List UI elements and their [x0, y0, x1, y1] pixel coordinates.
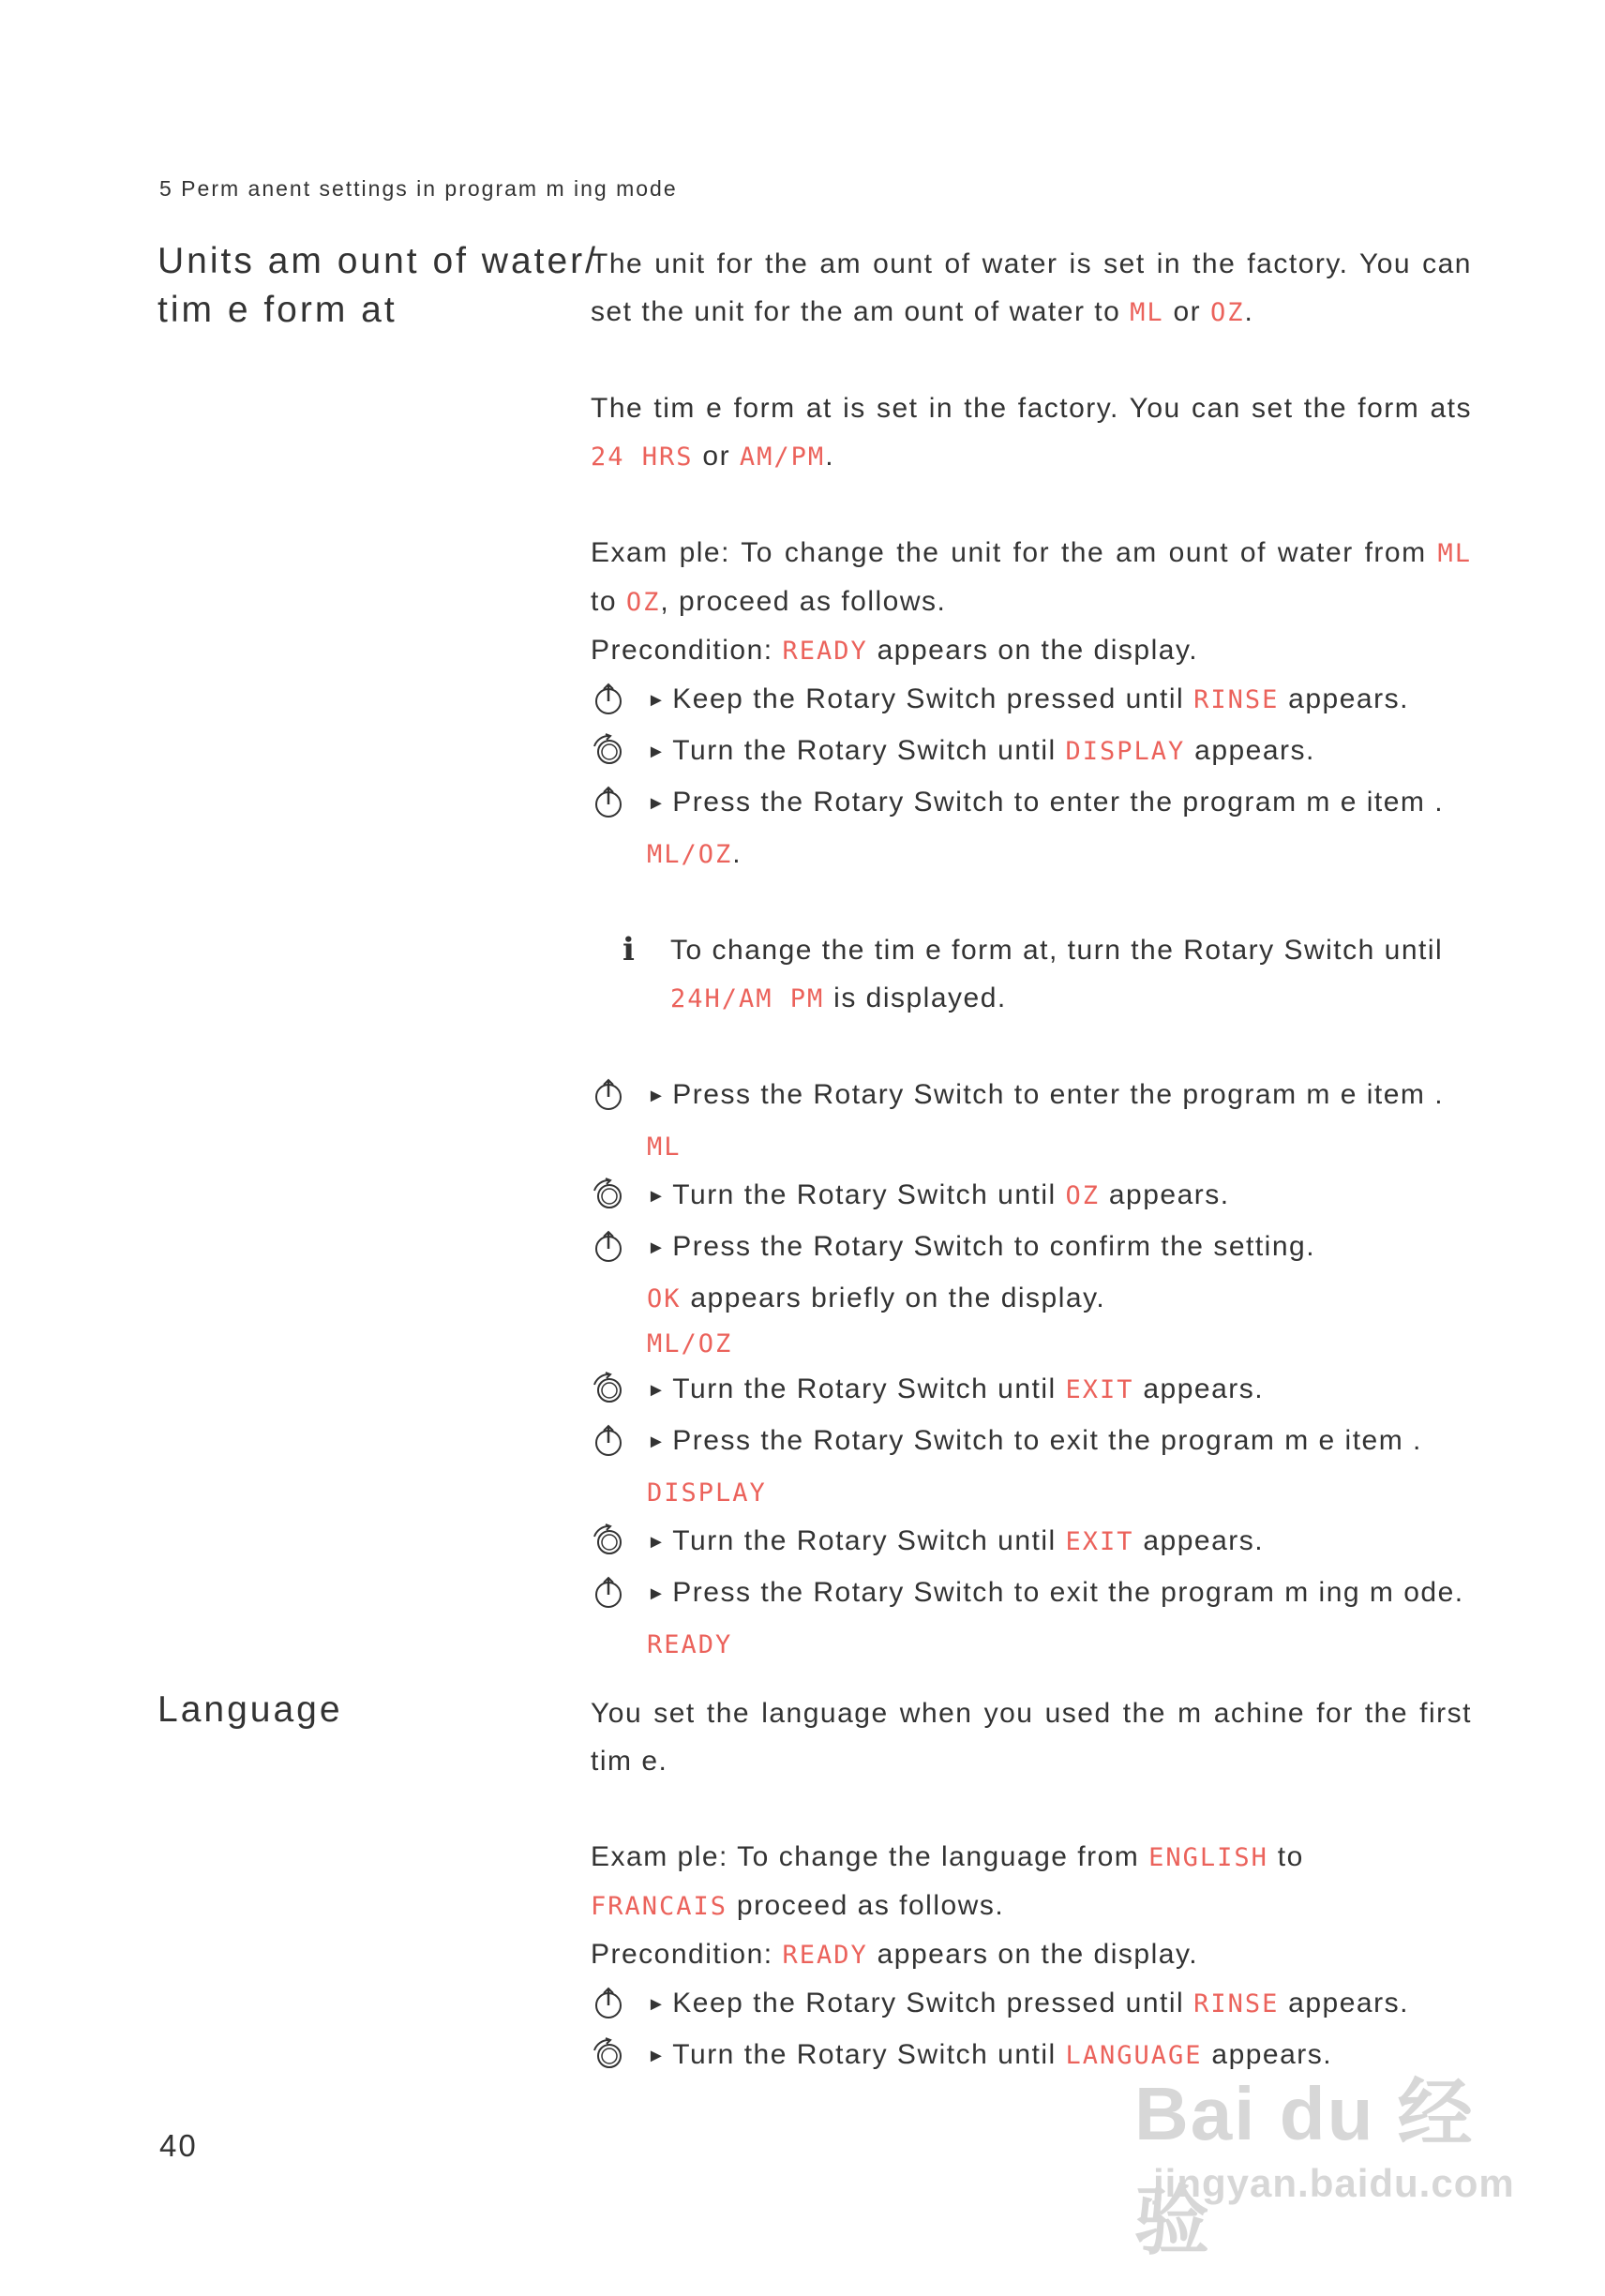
arrow-icon: ►: [647, 742, 668, 762]
press-switch-icon: [591, 1077, 626, 1113]
turn-switch-icon: [591, 2037, 626, 2073]
page-number: 40: [159, 2128, 198, 2163]
text: appears.: [1279, 1988, 1409, 2018]
text: Press the Rotary Switch to exit the program m ing m ode.: [672, 1577, 1464, 1608]
text: , proceed as follows.: [660, 586, 947, 617]
step-4-result: [591, 1122, 1472, 1171]
text: Turn the Rotary Switch until: [672, 1179, 1066, 1210]
display-text: 24 HRS: [591, 443, 694, 472]
step-8: [591, 1417, 1472, 1468]
display-text: OZ: [625, 588, 661, 617]
step-5: [591, 1171, 1472, 1223]
display-text: LANGUAGE: [1065, 2041, 1203, 2070]
display-text: AM/PM: [739, 443, 826, 472]
step-4: [591, 1071, 1472, 1122]
text: Press the Rotary Switch to enter the program m e item .: [672, 787, 1445, 818]
info-note: [591, 926, 1472, 1023]
text: Turn the Rotary Switch until: [672, 735, 1066, 766]
text: Turn the Rotary Switch until: [672, 1525, 1066, 1556]
text: appears.: [1185, 735, 1315, 766]
language-step-1: [591, 1979, 1472, 2031]
step-10-result: [591, 1620, 1472, 1669]
display-text: DISPLAY: [1065, 737, 1186, 766]
step-6: [591, 1223, 1472, 1274]
display-text: ML/OZ: [647, 1329, 733, 1358]
display-text: EXIT: [1065, 1527, 1134, 1556]
display-text: RINSE: [1193, 1989, 1280, 2018]
text: appears.: [1100, 1179, 1230, 1210]
text: or: [693, 441, 740, 472]
text: .: [732, 838, 742, 869]
text: appears.: [1202, 2039, 1333, 2070]
display-text: DISPLAY: [647, 1478, 767, 1508]
step-7: [591, 1365, 1472, 1417]
display-text: FRANCAIS: [591, 1892, 728, 1921]
paragraph-unit-info: [591, 240, 1472, 337]
text: proceed as follows.: [728, 1890, 1005, 1921]
step-6-result-2: [591, 1323, 1472, 1365]
text: Keep the Rotary Switch pressed until: [672, 683, 1194, 714]
display-text: READY: [782, 1941, 868, 1970]
text: appears on the display.: [867, 635, 1199, 666]
display-text: OK: [647, 1284, 682, 1313]
step-6-result: [591, 1274, 1472, 1323]
press-switch-icon: [591, 1575, 626, 1611]
turn-switch-icon: [591, 1178, 626, 1213]
display-text: RINSE: [1193, 685, 1280, 714]
arrow-icon: ►: [647, 1380, 668, 1401]
arrow-icon: ►: [647, 793, 668, 814]
text: Keep the Rotary Switch pressed until: [672, 1988, 1194, 2018]
paragraph-time-format: [591, 384, 1472, 481]
paragraph-precondition: [591, 626, 1472, 675]
display-text: READY: [782, 637, 868, 666]
display-text: ML: [1437, 539, 1472, 568]
turn-switch-icon: [591, 733, 626, 769]
press-switch-icon: [591, 785, 626, 820]
paragraph-example: [591, 529, 1472, 626]
press-switch-icon: [591, 1986, 626, 2021]
info-icon: i: [622, 931, 637, 968]
text: is displayed.: [824, 983, 1007, 1013]
arrow-icon: ►: [647, 1432, 668, 1452]
text: Exam ple: To change the language from: [591, 1841, 1149, 1872]
display-text: 24H/AM PM: [670, 984, 825, 1013]
watermark-brand: Bai du 经验: [1134, 2072, 1475, 2263]
text: The tim e form at is set in the factory. You can set the form ats: [591, 393, 1472, 424]
arrow-icon: ►: [647, 1532, 668, 1553]
display-text: ML/OZ: [647, 840, 733, 869]
text: appears on the display.: [867, 1939, 1199, 1970]
display-text: ENGLISH: [1148, 1843, 1268, 1872]
step-2: [591, 727, 1472, 778]
text: Press the Rotary Switch to exit the program m e item .: [672, 1425, 1422, 1456]
text: .: [825, 441, 835, 472]
display-text: OZ: [1210, 298, 1245, 327]
press-switch-icon: [591, 1423, 626, 1459]
step-3-result: [591, 830, 1472, 878]
step-8-result: [591, 1468, 1472, 1517]
turn-switch-icon: [591, 1372, 626, 1407]
section-title-line2: tim e form at: [158, 290, 398, 330]
text: To change the tim e form at, turn the Rotary Switch until: [670, 935, 1444, 966]
section-title-language: Language: [158, 1689, 343, 1730]
display-text: OZ: [1065, 1181, 1101, 1210]
text: Turn the Rotary Switch until: [672, 1373, 1066, 1404]
display-text: EXIT: [1065, 1375, 1134, 1404]
press-switch-icon: [591, 1229, 626, 1265]
press-switch-icon: [591, 682, 626, 717]
text: Press the Rotary Switch to confirm the setting.: [672, 1231, 1316, 1262]
paragraph-language-precondition: [591, 1930, 1472, 1979]
arrow-icon: ►: [647, 2046, 668, 2066]
text: appears.: [1279, 683, 1409, 714]
arrow-icon: ►: [647, 1238, 668, 1258]
section-language-content: [591, 1689, 1472, 2082]
display-text: ML: [647, 1133, 682, 1162]
arrow-icon: ►: [647, 1994, 668, 2015]
text: to: [591, 586, 626, 617]
paragraph-language-example: [591, 1833, 1472, 1930]
section-title-units: [158, 237, 598, 335]
arrow-icon: ►: [647, 1186, 668, 1207]
display-text: READY: [647, 1630, 733, 1659]
section-units-content: [591, 240, 1472, 1669]
text: The unit for the am ount of water is set in the factory. You can set the unit for the am ount of water to: [591, 248, 1472, 327]
turn-switch-icon: [591, 1523, 626, 1559]
step-3: [591, 778, 1472, 830]
text: Exam ple: To change the unit for the am ount of water from: [591, 537, 1438, 568]
step-1: [591, 675, 1472, 727]
baidu-watermark: [1134, 2053, 1515, 2263]
text: .: [1244, 296, 1254, 327]
text: Turn the Rotary Switch until: [672, 2039, 1066, 2070]
text: appears briefly on the display.: [681, 1283, 1106, 1313]
section-title-line1: Units am ount of water/: [158, 241, 599, 281]
text: Precondition:: [591, 1939, 783, 1970]
text: appears.: [1133, 1525, 1265, 1556]
text: appears.: [1133, 1373, 1265, 1404]
text: Press the Rotary Switch to enter the program m e item .: [672, 1079, 1445, 1110]
text: or: [1163, 296, 1210, 327]
arrow-icon: ►: [647, 1583, 668, 1604]
arrow-icon: ►: [647, 1086, 668, 1106]
display-text: ML: [1130, 298, 1164, 327]
step-9: [591, 1517, 1472, 1568]
text: Precondition:: [591, 635, 783, 666]
arrow-icon: ►: [647, 690, 668, 711]
page-header: 5 Perm anent settings in program m ing mode: [159, 176, 678, 201]
watermark-url: jingyan.baidu.com: [1153, 2161, 1515, 2205]
paragraph-language-info: You set the language when you used the m achine for the first tim e.: [591, 1698, 1472, 1777]
step-10: [591, 1568, 1472, 1620]
text: to: [1268, 1841, 1304, 1872]
